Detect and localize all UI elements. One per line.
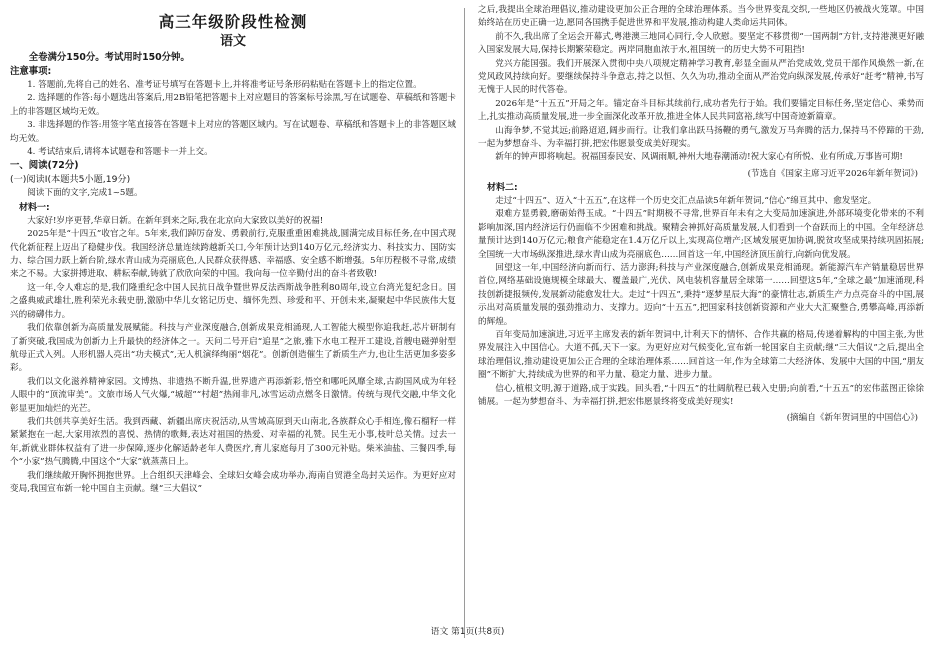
material-2-paragraph: 回望这一年,中国经济向新而行、活力澎湃;科技与产业深度融合,创新成果竞相涌现。新能源汽车产销量稳居世界首位,网络基础设施规模全球最大、覆盖最广,光伏、风电装机容量居全球第一……回望这5年,“全球之最”加速涌现,科技创新捷报频传,发展新动能愈发壮大。走过“十四五”,秉持“逐梦星辰大海”的豪情壮志,新质生产力点亮奋斗的中国,展示出对高质量发展的强劲推动力、支撑力。迈向“十五五”,把国家科技创新资源和产业大大汇聚整合,勇攀高峰,再添新的辉煌。 (478, 262, 924, 327)
material-1-continued: 之后,我提出全球治理倡议,推动建设更加公正合理的全球治理体系。当今世界变乱交织,一些地区仍被战火笼罩。中国始终站在历史正确一边,愿同各国携手促进世界和平发展,推动构建人类命运共同体。 (478, 5, 924, 29)
note-item: 2. 选择题的作答:每小题选出答案后,用2B铅笔把答题卡上对应题目的答案标号涂黑,写在试题卷、草稿纸和答题卡上的非答题区域均无效。 (10, 93, 456, 117)
material-1-paragraph: 新年的钟声即将响起。祝福国泰民安、风调雨顺,神州大地春潮涌动!祝大家心有所悦、业有所成,万事皆可期! (495, 152, 903, 163)
material-2-paragraph: 走过“十四五”、迈入“十五五”,在这样一个历史交汇点品读5年新年贺词,“信心”绵亘其中、愈发坚定。 (495, 195, 877, 206)
material-1-paragraph: 我们继续敞开胸怀拥抱世界。上合组织天津峰会、全球妇女峰会成功举办,海南自贸港全岛封关运作。为更好应对变局,我国宣布新一轮中国自主贡献。继“三大倡议” (10, 470, 456, 494)
material-2-paragraph: 信心,植根文明,源于道路,成于实践。回头看,“十四五”的壮阔航程已载入史册;向前看,“十五五”的宏伟蓝图正徐徐铺展。一起为梦想奋斗、为幸福打拼,把宏伟愿景终将变成美好现实! (478, 383, 924, 407)
exam-title: 高三年级阶段性检测 (158, 13, 308, 31)
left-column (10, 4, 456, 640)
note-item: 3. 非选择题的作答:用签字笔直接答在答题卡上对应的答题区域内。写在试题卷、草稿纸和答题卡上的非答题区域均无效。 (10, 120, 456, 144)
exam-info: 全卷满分150分。考试用时150分钟。 (28, 52, 190, 63)
page-footer: 语文 第1页(共8页) (430, 627, 505, 637)
material-2-paragraph: 百年变局加速演进,习近平主席发表的新年贺词中,计利天下的情怀、合作共赢的格局,传递着解构的中国主张,为世界发展注入中国信心。大道不孤,天下一家。为更好应对气候变化,宣布新一轮国家自主贡献;继“三大倡议”之后,提出全球治理倡议,推动建设更加公正合理的全球治理体系……回首这一年,作为全球第二大经济体、发展中大国的中国,“朋友圈”不断扩大,持续成为世界的和平力量、稳定力量、进步力量。 (478, 329, 924, 381)
material-1-paragraph: 2026年是“十五五”开局之年。锚定奋斗目标其续前行,成功者先行于始。我们要锚定目标任务,坚定信心、乘势而上,扎实推动高质量发展,进一步全面深化改革开放,推进全体人民共同富裕,续写中国奇迹新篇章。 (478, 98, 924, 123)
material-1-paragraph: 党兴方能国强。我们开展深入贯彻中央八项规定精神学习教育,彰显全面从严治党成效,党员干部作风焕然一新,在党风政风持续向好。要继续保持斗争意志,持之以恒、久久为功,推动全面从严治党向纵深发展,传承好“赶考”精神,书写无愧于人民的时代答卷。 (478, 58, 924, 96)
material-1-paragraph: 2025年是“十四五”收官之年。5年来,我们踔厉奋发、勇毅前行,克服重重困难挑战,圆满完成目标任务,在中国式现代化新征程上迈出了稳健步伐。我国经济总量连续跨越新关口,今年预计达到140万亿元,经济实力、科技实力、国防实力、综合国力跃上新台阶,绿水青山成为亮丽底色,人民群众获得感、幸福感、安全感不断增强。5年历程极不寻常,成绩来之不易。大家拼搏进取、耕耘奉献,铸就了欣欣向荣的中国。我向每一位辛勤付出的奋斗者致敬! (10, 229, 456, 280)
material-1-paragraph: 我们依靠创新为高质量发展赋能。科技与产业深度融合,创新成果竞相涌现,人工智能大模型你追我赶,芯片研制有了新突破,我国成为创新力上升最快的经济体之一。天问二号开启“追星”之旅,雅下水电工程开工建设,首艘电磁弹射型航母正式入列。人形机器人亮出“功夫模式”,无人机演绎绚丽“烟花”。创新创造催生了新质生产力,也让生活更加多姿多彩。 (10, 323, 456, 374)
note-item: 1. 答题前,先将自己的姓名、准考证号填写在答题卡上,并将准考证号条形码粘贴在答题卡上的指定位置。 (27, 80, 422, 90)
material-1-paragraph: 这一年,令人难忘的是,我们隆重纪念中国人民抗日战争暨世界反法西斯战争胜利80周年,设立台湾光复纪念日。国之盛典威武雄壮,胜利荣光永载史册,激励中华儿女铭记历史、缅怀先烈、珍爱和平、开创未来,凝聚起中华民族伟大复兴的磅礴伟力。 (10, 282, 456, 320)
material-2-paragraph: 艰难方显勇毅,磨砺始得玉成。“十四五”时期极不寻常,世界百年未有之大变局加速演进,外部环境变化带来的不利影响加深,国内经济运行仍面临不少困难和挑战。聚精会神抓好高质量发展,人们看到一个奋跃而上的中国。全年经济总量预计达到140万亿元;粮食产能稳定在1.4万亿斤以上,实现高位增产;区域发展更加协调,脱贫攻坚成果持续巩固拓展;全国统一大市场纵深推进,绿水青山成为亮丽底色……回首这一年,中国经济顶压前行,向新向优发展。 (478, 209, 924, 260)
notes-heading: 注意事项: (10, 66, 52, 77)
material-1-paragraph: 大家好!岁序更替,华章日新。在新年到来之际,我在北京向大家致以美好的祝福! (27, 215, 324, 226)
material-2-label: 材料二: (487, 182, 518, 193)
material-1-paragraph: 我们共创共享美好生活。我到西藏、新疆出席庆祝活动,从雪域高原到天山南北,各族群众心手相连,像石榴籽一样紧紧抱在一起,大家用浓烈的喜悦、热情的歌舞,表达对祖国的热爱、对幸福的礼赞。民生无小事,枝叶总关情。过去一年,新就业群体权益有了进一步保障,逐步化解适龄老年人费医疗,育儿家庭每月了300元补贴。柴米油盐、三餐四季,每个“小家”热气腾腾,中国这个“大家”就蒸蒸日上。 (10, 416, 456, 468)
note-item: 4. 考试结束后,请将本试题卷和答题卡一并上交。 (27, 147, 213, 158)
material-1-paragraph: 山海争梦,不觉其远;前路迢迢,阔步而行。让我们拿出跃马扬鞭的勇气,激发万马奔腾的活力,保持马不停蹄的干劲,一起为梦想奋斗、为幸福打拼,把宏伟愿景变成美好现实。 (478, 125, 924, 150)
material-1-paragraph: 前不久,我出席了全运会开幕式,粤港澳三地同心同行,令人欣慰。要坚定不移贯彻“一国两制”方针,支持港澳更好融入国家发展大局,保持长期繁荣稳定。两岸同胞血浓于水,祖国统一的历史大势不可阻挡! (478, 31, 924, 56)
material-2-source: (摘编自《新年贺词里的中国信心》) (786, 413, 918, 424)
right-column (478, 4, 924, 640)
column-divider (464, 8, 465, 638)
material-1-paragraph: 我们以文化滋养精神家园。文博热、非遗热不断升温,世界遗产再添新彩,悟空和哪吒风靡全球,古韵国风成为年轻人眼中的“顶流审美”。文旅市场人气火爆,“城超”“村超”热闹非凡,冰雪运动点燃冬日激情。传统与现代交融,中华文化彰显更加灿烂的光芒。 (10, 376, 456, 414)
instruction: 阅读下面的文字,完成1~5题。 (27, 188, 143, 199)
material-1-label: 材料一: (19, 202, 50, 213)
subsection-heading: (一)阅读Ⅰ(本题共5小题,19分) (10, 174, 131, 186)
material-1-source: (节选自《国家主席习近平2026年新年贺词》) (747, 168, 918, 179)
section-heading: 一、阅读(72分) (10, 160, 79, 172)
subject-title: 语文 (219, 34, 246, 49)
